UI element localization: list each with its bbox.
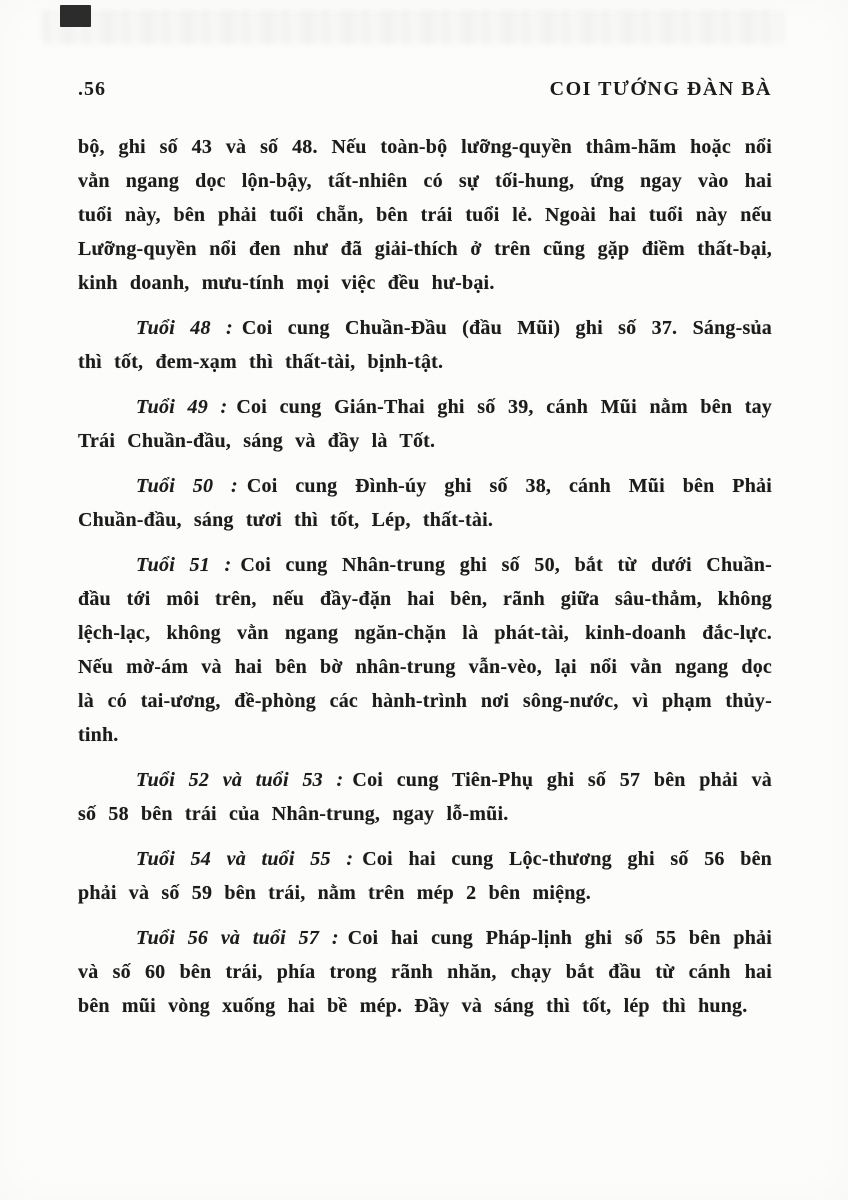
paragraph-text: Coi cung Gián-Thai ghi số 39, cánh Mũi nằm bên tay Trái Chuần-đầu, sáng và đầy là Tốt. [78,396,772,452]
paragraph-lead: Tuổi 51 : [136,554,232,576]
scan-artifact-mark [60,5,91,27]
paragraph [78,390,772,458]
paragraph [78,763,772,831]
paragraph-lead: Tuổi 54 và tuổi 55 : [136,848,354,870]
paragraph-text: Coi hai cung Lộc-thương ghi số 56 bên phải và số 59 bên trái, nằm trên mép 2 bên miệng. [78,848,772,904]
paragraph-text: Coi hai cung Pháp-lịnh ghi số 55 bên phải và số 60 bên trái, phía trong rãnh nhăn, chạy bắt đầu từ cánh hai bên mũi vòng xuống hai bề mép. Đầy và sáng thì tốt, lép thì hung. [78,927,772,1017]
paragraph-text: Coi cung Đình-úy ghi số 38, cánh Mũi bên Phải Chuần-đầu, sáng tươi thì tốt, Lép, thất-tài. [78,475,772,531]
running-title: COI TƯỚNG ĐÀN BÀ [549,78,772,100]
paragraph [78,311,772,379]
page-number: .56 [78,78,106,100]
paragraph [78,842,772,910]
paragraph [78,130,772,300]
paragraph [78,469,772,537]
paragraph-lead: Tuổi 48 : [136,317,233,339]
paragraph-lead: Tuổi 52 và tuổi 53 : [136,769,344,791]
paragraph [78,921,772,1023]
paragraph-text: bộ, ghi số 43 và số 48. Nếu toàn-bộ lưỡng-quyền thâm-hãm hoặc nổi vằn ngang dọc lộn-bậy, tất-nhiên có sự tối-hung, ứng ngay vào hai tuổi này, bên phải tuổi chẵn, bên trái tuổi lẻ. Ngoài hai tuổi này nếu Lưỡng-quyền nổi đen như đã giải-thích ở trên cũng gặp điềm thất-bại, kinh doanh, mưu-tính mọi việc đều hư-bại. [78,136,772,294]
paragraph-text: Coi cung Tiên-Phụ ghi số 57 bên phải và số 58 bên trái của Nhân-trung, ngay lỗ-mũi. [78,769,773,825]
paragraph [78,548,772,752]
paragraph-lead: Tuổi 56 và tuổi 57 : [136,927,339,949]
page-body [78,130,772,1023]
paragraph-lead: Tuổi 50 : [136,475,238,497]
paragraph-lead: Tuổi 49 : [136,396,228,418]
scan-showthrough-smudge [42,10,784,44]
page-header [78,78,772,101]
paragraph-text: Coi cung Nhân-trung ghi số 50, bắt từ dưới Chuần-đầu tới môi trên, nếu đầy-đặn hai bên, rãnh giữa sâu-thẳm, không lệch-lạc, không vằn ngang ngăn-chặn là phát-tài, kinh-doanh đắc-lực. Nếu mờ-ám và hai bên bờ nhân-trung vẫn-vèo, lại nổi vằn ngang dọc là có tai-ương, đề-phòng các hành-trình nơi sông-nước, vì phạm thủy-tinh. [78,554,772,746]
paragraph-text: Coi cung Chuần-Đầu (đầu Mũi) ghi số 37. Sáng-sủa thì tốt, đem-xạm thì thất-tài, bịnh-tật. [78,317,772,373]
